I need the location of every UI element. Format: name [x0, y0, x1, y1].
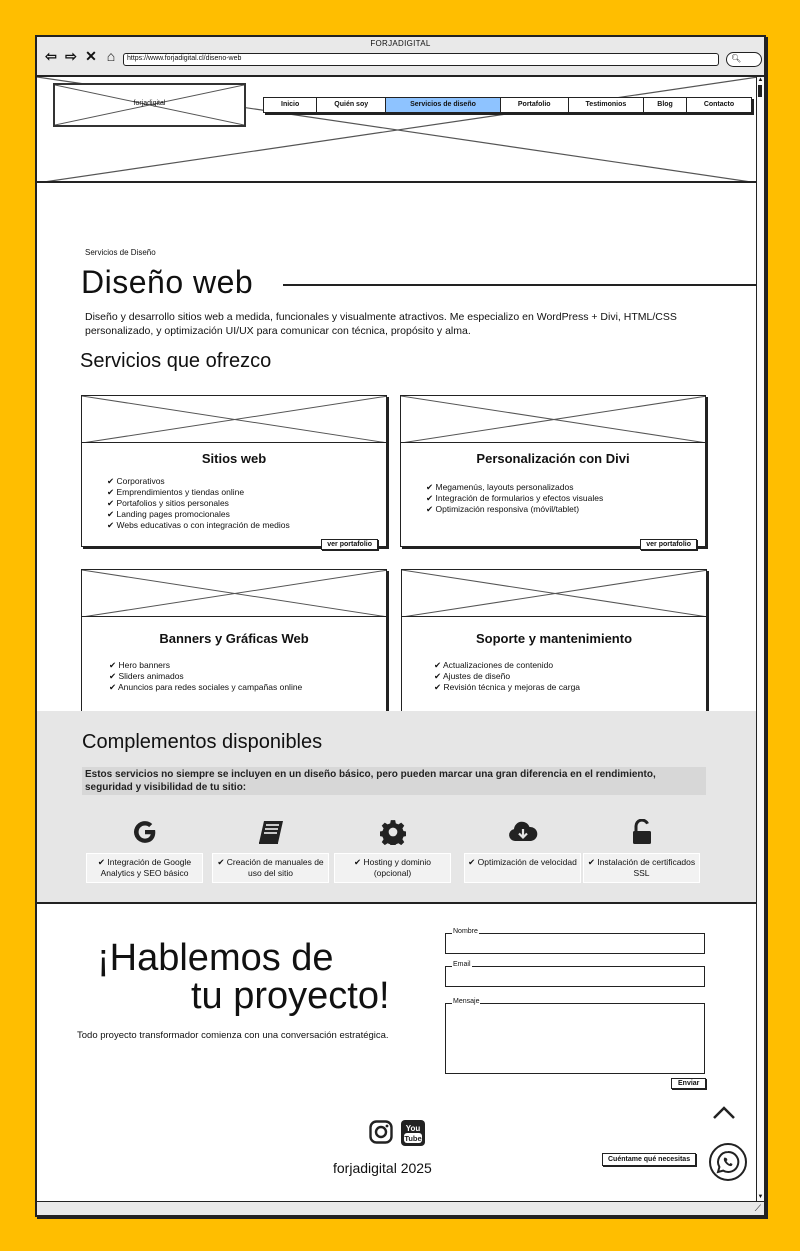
- scroll-thumb[interactable]: [758, 85, 762, 97]
- youtube-icon[interactable]: [401, 1120, 425, 1151]
- complement-ssl: [583, 817, 700, 883]
- complement-hosting: [334, 817, 451, 883]
- main-menu: [263, 97, 752, 113]
- complement-label: ✔ Creación de manuales de uso del sitio: [212, 853, 329, 883]
- footer-brand: forjadigital 2025: [333, 1160, 432, 1176]
- intro-text: Diseño y desarrollo sitios web a medida, funcionales y visualmente atractivos. Me especializo en WordPress + Divi, HTML/CSS personalizado, y optimización UI/UX para comunicar con técnica, propósito y alma.: [85, 311, 677, 337]
- card-list: [109, 660, 302, 693]
- menu-item-quien-soy[interactable]: Quién soy: [317, 98, 386, 112]
- list-item: ✔ Megamenús, layouts personalizados: [426, 482, 574, 492]
- whatsapp-icon[interactable]: [709, 1143, 747, 1181]
- complements-title: Complementos disponibles: [82, 731, 323, 753]
- scroll-down-icon[interactable]: ▼: [757, 1194, 764, 1200]
- scroll-up-icon[interactable]: ▲: [757, 77, 764, 83]
- logo[interactable]: [53, 83, 246, 127]
- service-card-sitios-web: [81, 395, 387, 547]
- menu-item-servicios[interactable]: Servicios de diseño: [386, 98, 501, 112]
- message-label: Mensaje: [453, 998, 480, 1005]
- list-item: ✔ Anuncios para redes sociales y campañas online: [109, 682, 303, 692]
- page-content: [37, 77, 758, 1191]
- list-item: ✔ Optimización responsiva (móvil/tablet): [426, 504, 580, 514]
- service-card-soporte: [401, 569, 707, 721]
- complement-label: ✔ Optimización de velocidad: [464, 853, 581, 883]
- back-icon[interactable]: ⇦: [45, 48, 57, 64]
- cloud-download-icon: [464, 817, 581, 847]
- contact-subtitle: Todo proyecto transformador comienza con una conversación estratégica.: [77, 1030, 389, 1041]
- card-image-placeholder: [401, 396, 705, 443]
- card-title: Soporte y mantenimiento: [475, 631, 633, 646]
- name-label: Nombre: [453, 928, 478, 935]
- send-button[interactable]: Enviar: [671, 1078, 706, 1089]
- page-title: Diseño web: [81, 264, 254, 300]
- complements-note: Estos servicios no siempre se incluyen en un diseño básico, pero pueden marcar una gran diferencia en el rendimiento, seguridad y visibilidad de tu sitio:: [82, 767, 706, 795]
- list-item: ✔ Ajustes de diseño: [434, 671, 511, 681]
- list-item: ✔ Webs educativas o con integración de medios: [107, 520, 290, 530]
- resize-handle-icon[interactable]: ⟋: [754, 1203, 761, 1213]
- logo-text: forjadigital: [133, 100, 166, 107]
- service-card-banners: [81, 569, 387, 721]
- card-title: Sitios web: [201, 451, 267, 466]
- list-item: ✔ Landing pages promocionales: [107, 509, 230, 519]
- google-icon: [86, 817, 203, 847]
- message-field[interactable]: [445, 1003, 705, 1074]
- browser-window: [35, 35, 766, 1217]
- complement-label: ✔ Integración de Google Analytics y SEO básico: [86, 853, 203, 883]
- card-list: [426, 482, 603, 515]
- card-list: [107, 476, 290, 531]
- home-icon[interactable]: ⌂: [106, 48, 116, 64]
- address-bar[interactable]: https://www.forjadigital.cl/diseno-web: [123, 53, 719, 66]
- card-title: Personalización con Divi: [476, 451, 630, 466]
- complement-speed: [464, 817, 581, 883]
- card-image-placeholder: [82, 396, 386, 443]
- contact-title-line2: tu proyecto!: [191, 975, 390, 1017]
- status-bar: [37, 1201, 764, 1215]
- complement-manuals: [212, 817, 329, 883]
- complement-label: ✔ Hosting y dominio (opcional): [334, 853, 451, 883]
- svg-text:Tube: Tube: [404, 1134, 422, 1143]
- complement-analytics: [86, 817, 203, 883]
- gear-icon: [334, 817, 451, 847]
- list-item: ✔ Portafolios y sitios personales: [107, 498, 229, 508]
- email-label: Email: [453, 961, 471, 968]
- window-title: FORJADIGITAL: [370, 39, 431, 48]
- menu-item-inicio[interactable]: Inicio: [264, 98, 317, 112]
- section-divider: [37, 902, 758, 904]
- card-list: [434, 660, 580, 693]
- menu-item-contacto[interactable]: Contacto: [703, 101, 735, 108]
- card-image-placeholder: [82, 570, 386, 617]
- portfolio-button[interactable]: ver portafolio: [640, 539, 697, 550]
- contact-title-line1: ¡Hablemos de: [97, 937, 334, 979]
- unlock-icon: [583, 817, 700, 847]
- list-item: ✔ Actualizaciones de contenido: [434, 660, 554, 670]
- list-item: ✔ Hero banners: [109, 660, 170, 670]
- list-item: ✔ Sliders animados: [109, 671, 184, 681]
- svg-text:You: You: [405, 1124, 421, 1133]
- header-banner: [37, 77, 758, 183]
- list-item: ✔ Emprendimientos y tiendas online: [107, 487, 245, 497]
- portfolio-button[interactable]: ver portafolio: [321, 539, 378, 550]
- menu-item-portafolio[interactable]: Portafolio: [501, 98, 569, 112]
- whatsapp-cta-button[interactable]: Cuéntame qué necesitas: [602, 1153, 696, 1166]
- forward-icon[interactable]: ⇨: [65, 48, 77, 64]
- nav-buttons: [43, 48, 119, 64]
- menu-item-testimonios[interactable]: Testimonios: [569, 98, 645, 112]
- service-card-divi: [400, 395, 706, 547]
- title-divider: [283, 284, 758, 286]
- list-item: ✔ Corporativos: [107, 476, 165, 486]
- complements-section: [37, 711, 758, 903]
- social-links: [369, 1120, 425, 1151]
- close-icon[interactable]: ✕: [85, 48, 97, 64]
- search-icon: 🔍︎: [731, 54, 742, 63]
- name-field[interactable]: [445, 933, 705, 954]
- contact-title: [97, 939, 417, 1015]
- vertical-scrollbar[interactable]: [756, 77, 764, 1201]
- menu-item-blog[interactable]: Blog: [644, 98, 687, 112]
- list-item: ✔ Integración de formularios y efectos visuales: [426, 493, 604, 503]
- instagram-icon[interactable]: [369, 1120, 393, 1151]
- breadcrumb[interactable]: Servicios de Diseño: [85, 248, 156, 257]
- email-field[interactable]: [445, 966, 705, 987]
- browser-chrome: [37, 37, 764, 77]
- card-image-placeholder: [402, 570, 706, 617]
- search-field[interactable]: [726, 52, 762, 67]
- list-item: ✔ Revisión técnica y mejoras de carga: [434, 682, 581, 692]
- scroll-top-icon[interactable]: [711, 1105, 737, 1126]
- card-title: Banners y Gráficas Web: [159, 631, 309, 646]
- book-icon: [212, 817, 329, 847]
- services-title: Servicios que ofrezco: [80, 350, 272, 372]
- complement-label: ✔ Instalación de certificados SSL: [583, 853, 700, 883]
